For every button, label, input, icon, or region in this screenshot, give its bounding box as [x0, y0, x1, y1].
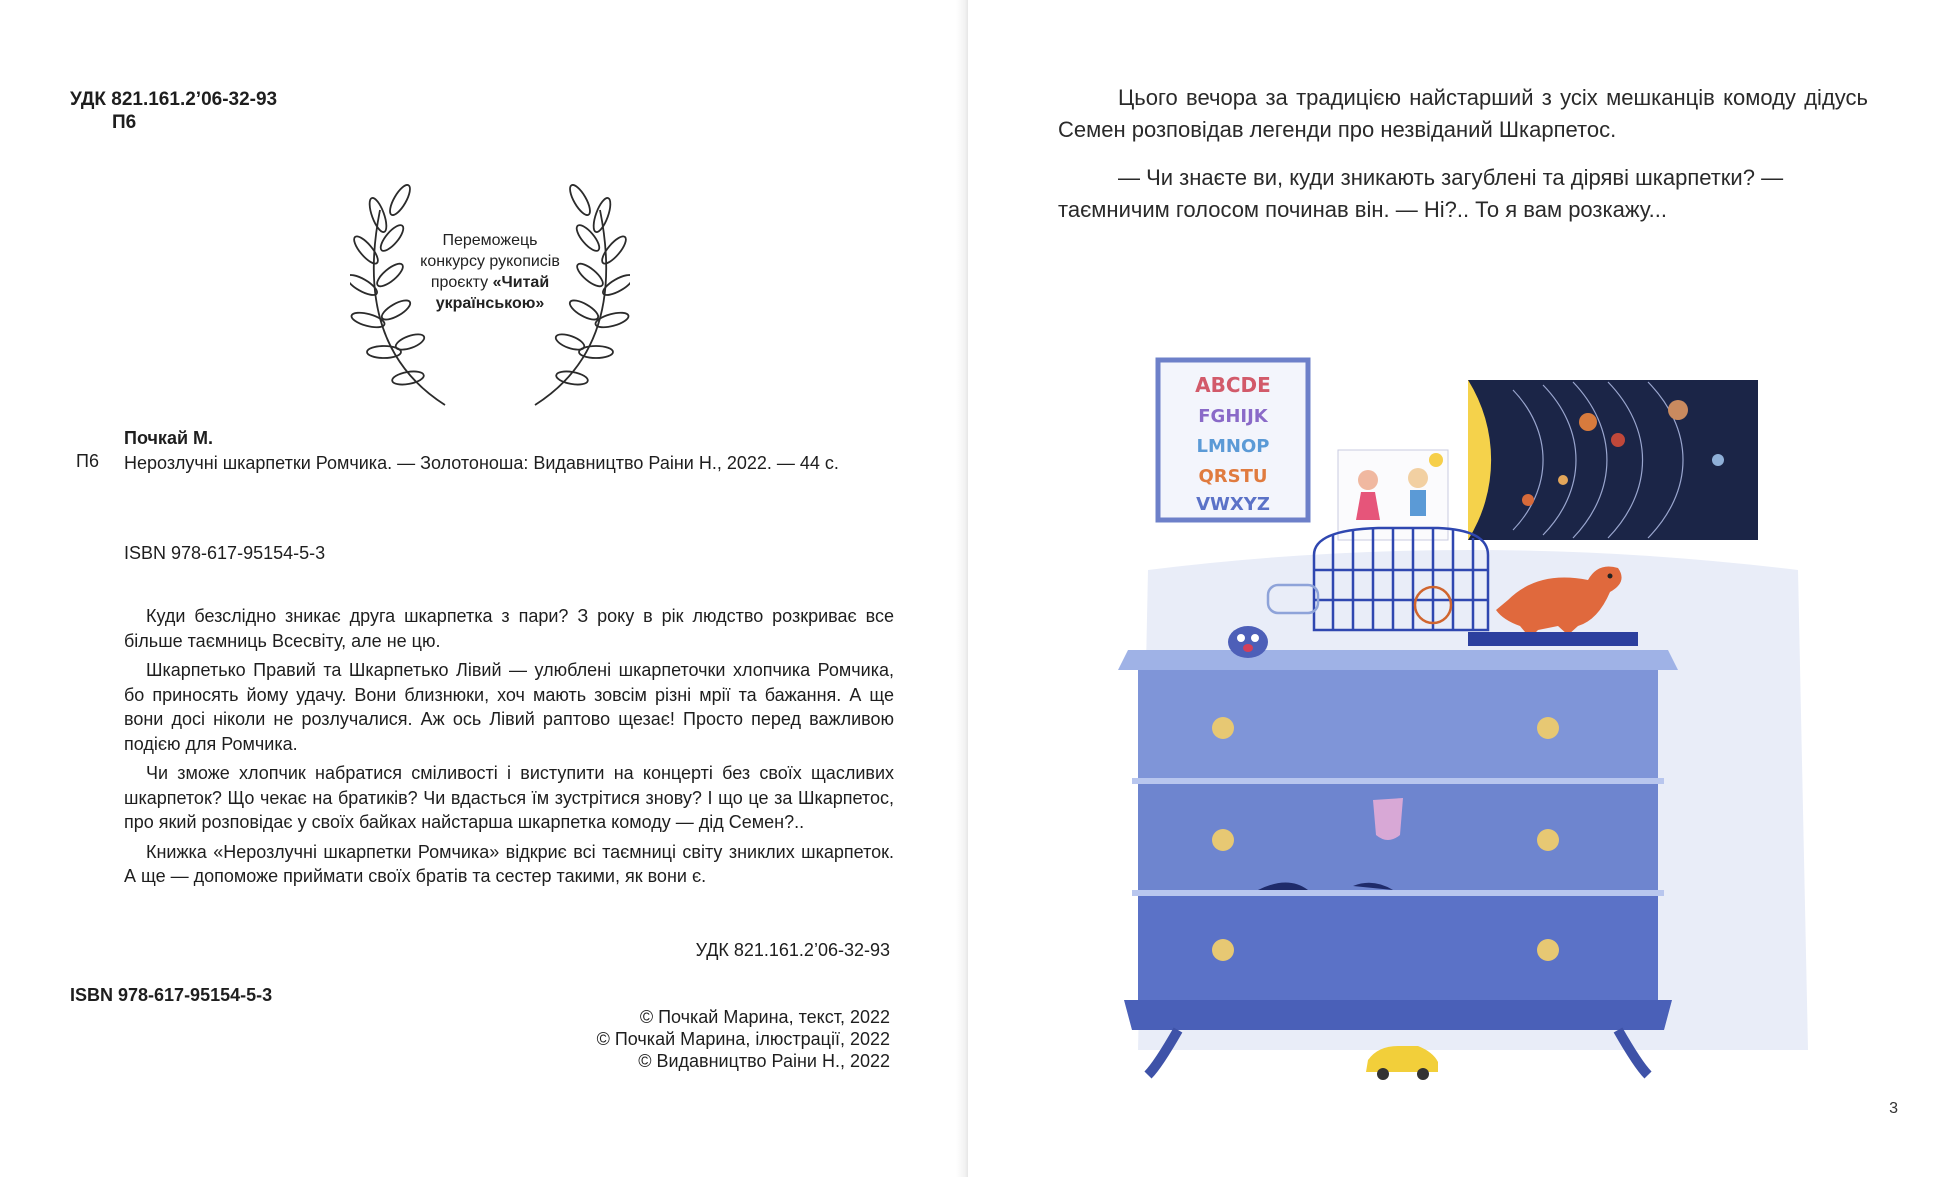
- alphabet-row: VWXYZ: [1196, 494, 1270, 515]
- annotation: [124, 604, 894, 894]
- udc-header: [70, 88, 277, 134]
- book-on-dresser: [1468, 632, 1638, 646]
- annotation-paragraph: Шкарпетько Правий та Шкарпетько Лівий — улюблені шкарпеточки хлопчика Ромчика, бо приносять йому удачу. Вони близнюки, хоч мають зовсім різні мрії та бажання. А ще вони досі ніколи не розлучалися. Аж ось Лівий раптово щезає! Просто перед важливою подією для Ромчика.: [124, 660, 894, 754]
- udc-top-text: УДК 821.161.2’06-32-93: [70, 89, 278, 110]
- copyright-line: © Почкай Марина, текст, 2022: [639, 1007, 890, 1027]
- award-project: «Читай українською»: [435, 274, 550, 312]
- award-text: [390, 230, 590, 314]
- alphabet-row: FGHIJK: [1198, 406, 1268, 427]
- copyright-line: © Видавництво Раіни Н., 2022: [638, 1051, 890, 1071]
- dresser-scene-image: [1118, 330, 1818, 1090]
- story-paragraph: Цього вечора за традицією найстарший з усіх мешканців комоду дідусь Семен розповідав легенди про незвіданий Шкарпетос.: [1058, 85, 1868, 142]
- alphabet-row: ABCDE: [1195, 373, 1271, 397]
- space-poster: [1468, 380, 1758, 540]
- imprint-page: [0, 0, 968, 1177]
- udc-bottom: УДК 821.161.2’06-32-93: [695, 940, 890, 960]
- alphabet-row: QRSTU: [1198, 466, 1268, 487]
- dresser-illustration: [1118, 330, 1818, 1090]
- story-text: [1058, 82, 1868, 242]
- udc-top-code: П6: [112, 112, 137, 133]
- child-drawing: [1338, 450, 1448, 540]
- toy-car: [1366, 1046, 1438, 1080]
- story-paragraph: — Чи знаєте ви, куди зникають загублені та діряві шкарпетки? — таємничим голосом починав він. — Ні?.. То я вам розкажу...: [1058, 165, 1784, 222]
- isbn-record: ISBN 978-617-95154-5-3: [124, 543, 326, 563]
- award-line-1: Переможець: [442, 232, 538, 249]
- alphabet-row: LMNOP: [1196, 436, 1270, 457]
- copyright-block: [597, 1006, 890, 1072]
- copyright-line: © Почкай Марина, ілюстрації, 2022: [596, 1029, 890, 1049]
- award-laurel: [350, 170, 630, 410]
- annotation-paragraph: Книжка «Нерозлучні шкарпетки Ромчика» відкриє всі таємниці світу зниклих шкарпеток. А ще — допоможе приймати своїх братів та сестер такими, як вони є.: [124, 841, 894, 886]
- bibliographic-record: Нерозлучні шкарпетки Ромчика. — Золотоноша: Видавництво Раіни Н., 2022. — 44 с.: [124, 453, 839, 473]
- isbn-bottom: ISBN 978-617-95154-5-3: [70, 985, 273, 1005]
- award-line-3: проєкту: [430, 274, 493, 291]
- annotation-paragraph: Куди безслідно зникає друга шкарпетка з пари? З року в рік людство розкриває все більше таємниць Всесвіту, але не цю.: [124, 606, 894, 651]
- annotation-paragraph: Чи зможе хлопчик набратися сміливості і виступити на концерті без своїх щасливих шкарпеток? Що чекає на братиків? Чи вдасться їм зустрітися знову? І що це за Шкарпетос, про який розповідає у своїх байках найстарша шкарпетка комоду — дід Семен?..: [124, 763, 894, 832]
- story-page: [968, 0, 1946, 1177]
- alphabet-poster: [1158, 360, 1308, 520]
- dresser: [1118, 626, 1678, 1075]
- author-name: Почкай М.: [124, 428, 214, 448]
- page-number: 3: [1889, 1100, 1898, 1117]
- award-line-2: конкурсу рукописів: [420, 253, 560, 270]
- catalog-code: П6: [76, 451, 99, 471]
